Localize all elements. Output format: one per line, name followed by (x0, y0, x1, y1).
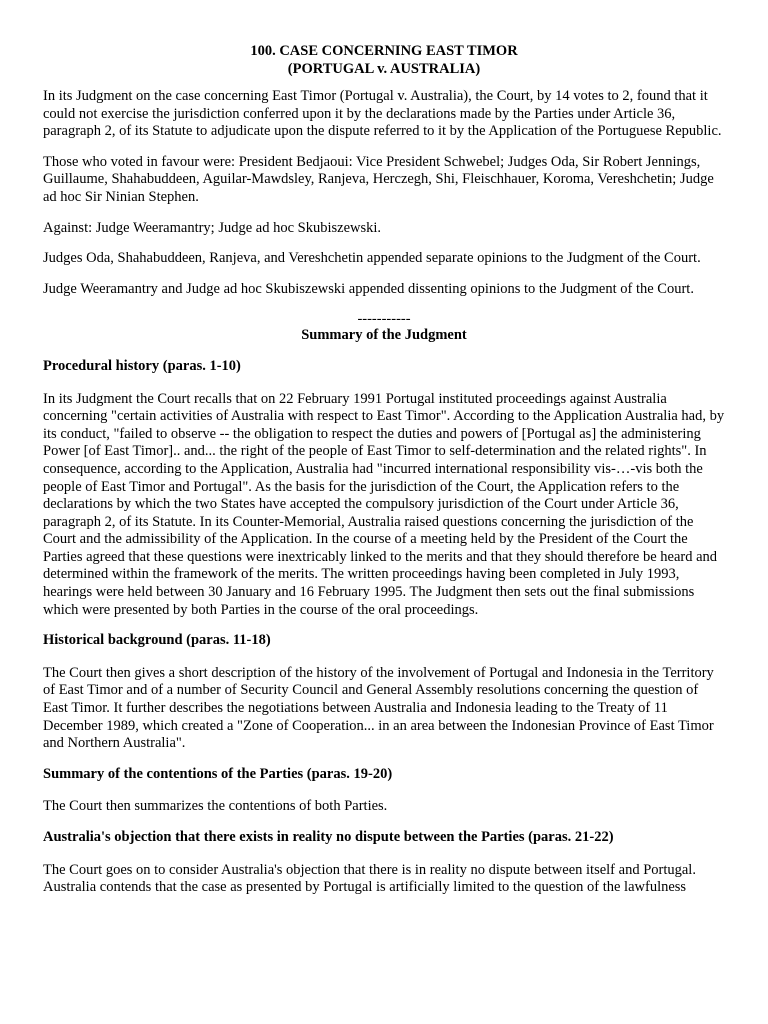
title-line-2: (PORTUGAL v. AUSTRALIA) (287, 61, 481, 77)
section-heading: Summary of the contentions of the Parties (paras. 19-20) (43, 765, 393, 782)
section-body: In its Judgment the Court recalls that on 22 February 1991 Portugal instituted proceedings against Australia concerning "certain activities of Australia with respect to East Timor". According to the Application Australia had, by its conduct, "failed to observe -- the obligation to respect the duties and powers of [Portugal as] the administering Power [of East Timor].. and... the right of the people of East Timor to self-determination and the related rights". In consequence, according to the Application, Australia had "incurred international responsibility vis-…-vis both the people of East Timor and Portugal". As the basis for the jurisdiction of the Court, the Application refers to the declarations by which the two States have accepted the compulsory jurisdiction of the Court under Article 36, paragraph 2, of its Statute. In its Counter-Memorial, Australia raised questions concerning the jurisdiction of the Court and the admissibility of the Application. In the course of a meeting held by the President of the Court the Parties agreed that these questions were inextricably linked to the merits and that they should therefore be heard and determined within the framework of the merits. The written proceedings having been completed in July 1993, hearings were held between 30 January and 16 February 1995. The Judgment then sets out the final submissions which were presented by both Parties in the course of the oral proceedings. (43, 390, 725, 618)
intro-paragraph: Judges Oda, Shahabuddeen, Ranjeva, and Vereshchetin appended separate opinions to the Judgment of the Court. (43, 250, 701, 267)
section-body: The Court then gives a short description of the history of the involvement of Portugal and Indonesia in the Territory of East Timor and of a number of Security Council and General Assembly resolutions concerning the question of East Timor. It further describes the negotiations between Australia and Indonesia leading to the Treaty of 11 December 1989, which created a "Zone of Cooperation... in an area between the Indonesian Province of East Timor and Northern Australia". (43, 664, 714, 752)
separator-line: ----------- (357, 311, 411, 328)
section-heading: Australia's objection that there exists in reality no dispute between the Parties (paras. 21-22) (43, 829, 614, 845)
intro-paragraph: Those who voted in favour were: President Bedjaoui: Vice President Schwebel; Judges Oda, Sir Robert Jennings, Guillaume, Shahabuddeen, Aguilar-Mawdsley, Ranjeva, Herczegh, Shi, Fleischhauer, Koroma, Vereshchetin; Judge ad hoc Sir Ninian Stephen. (43, 153, 714, 205)
intro-paragraph: In its Judgment on the case concerning East Timor (Portugal v. Australia), the Court, by 14 votes to 2, found that it could not exercise the jurisdiction conferred upon it by the declarations made by the Parties under Article 36, paragraph 2, of its Statute to adjudicate upon the dispute referred to it by the Application of the Portuguese Republic. (43, 88, 722, 140)
summary-heading: Summary of the Judgment (301, 327, 467, 344)
section-heading: Historical background (paras. 11-18) (43, 632, 271, 649)
document-title (43, 42, 725, 78)
section-body: The Court goes on to consider Australia's objection that there is in reality no dispute between itself and Portugal. Australia contends that the case as presented by Portugal is artificially limited to the question of the lawfulness (43, 861, 696, 896)
intro-paragraph: Against: Judge Weeramantry; Judge ad hoc Skubiszewski. (43, 219, 382, 236)
intro-paragraph: Judge Weeramantry and Judge ad hoc Skubiszewski appended dissenting opinions to the Judgment of the Court. (43, 280, 694, 297)
title-line-1: 100. CASE CONCERNING EAST TIMOR (250, 43, 518, 59)
section-body: The Court then summarizes the contentions of both Parties. (43, 798, 388, 815)
section-heading: Procedural history (paras. 1-10) (43, 357, 241, 374)
